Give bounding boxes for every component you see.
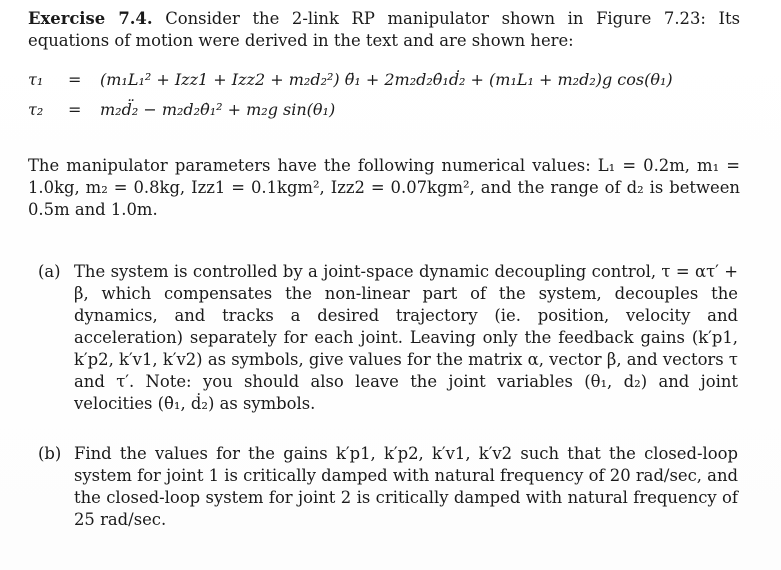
equation-sign: = [68,70,82,89]
parameters-paragraph: The manipulator parameters have the following numerical values: L₁ = 0.2m, m₁ = 1.0kg, m₂ = 0.8kg, Izz1 = 0.1kgm², Izz2 = 0.07kgm², and the range of d₂ is between 0.5m and 1.0m. [28,156,740,219]
equation-lhs: τ₁ [28,70,44,89]
part-a-label: (a) [38,262,61,281]
part-a [38,261,738,415]
part-b [38,443,738,531]
part-b-label: (b) [38,444,62,463]
exercise-label: Exercise 7.4. [28,9,153,28]
equation-sign: = [68,100,82,119]
equation-rhs: (m₁L₁² + Izz1 + Izz2 + m₂d₂²) θ̈₁ + 2m₂d₂θ̇₁ḋ₂ + (m₁L₁ + m₂d₂)g cos(θ₁) [100,70,673,89]
equation-tau1 [28,70,673,89]
part-b-text: Find the values for the gains k′p1, k′p2, k′v1, k′v2 such that the closed-loop system for joint 1 is critically damped with natural frequency of 20 rad/sec, and the closed-loop system for joint 2 is critically damped with natural frequency of 25 rad/sec. [74,444,738,529]
equation-lhs: τ₂ [28,100,44,119]
equation-tau2 [28,100,335,119]
exercise-intro: Consider the 2-link RP manipulator shown in Figure 7.23: Its equations of motion were derived in the text and are shown here: [28,9,741,50]
equation-rhs: m₂d̈₂ − m₂d₂θ̇₁² + m₂g sin(θ₁) [100,100,336,119]
part-a-text: The system is controlled by a joint-space dynamic decoupling control, τ = ατ′ + β, which compensates the non-linear part of the system, decouples the dynamics, and tracks a desired trajectory (ie. position, velocity and acceleration) separately for each joint. Leaving only the feedback gains (k′p1, k′p2, k′v1, k′v2) as symbols, give values for the matrix α, vector β, and vectors τ and τ′. Note: you should also leave the joint variables (θ₁, d₂) and joint velocities (θ̇₁, ḋ₂) as symbols. [74,262,738,413]
exercise-header [28,8,740,52]
